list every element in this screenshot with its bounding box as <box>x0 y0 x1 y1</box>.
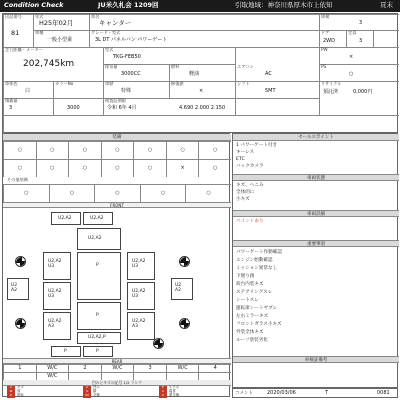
shaken-value: 3 <box>359 20 363 26</box>
tire-cell-5 <box>166 364 199 372</box>
important-line: 左右ミラーキズ <box>236 314 269 319</box>
tire-cell-1 <box>36 364 69 372</box>
legend-text: 波 <box>17 389 21 393</box>
tire-cell-value: W/C <box>112 365 123 371</box>
header-bar <box>0 0 400 12</box>
model-label: 車名 <box>91 14 100 19</box>
ps-label: PS <box>321 64 327 69</box>
vehicle-info-block <box>2 13 398 133</box>
legend-code-badge: P <box>7 394 15 398</box>
part-rear-right: U2,A2 A3 <box>127 312 155 340</box>
model-name: キャンター <box>99 19 132 27</box>
ac-value: AC <box>265 71 272 77</box>
equipment-cell-value: ○ <box>115 147 120 153</box>
important-header: 重要事項 <box>307 242 325 247</box>
legend-code-badge: X <box>159 394 167 398</box>
part-rear-bumper-left: P <box>51 346 81 357</box>
important-list <box>236 250 396 354</box>
important-line: ステアリングスレ <box>236 290 273 295</box>
part-rear-bumper-right: P <box>83 346 113 357</box>
sales-point-line: ETC <box>236 157 245 162</box>
part-right-rear-door: U2,A2 U3 <box>127 282 155 310</box>
door-value: 2WD <box>323 38 335 44</box>
part-left-front-door: U2,A2 U3 <box>43 252 71 280</box>
important-line: ルーフ塗装劣化 <box>236 338 268 343</box>
wheel-rear-right-icon <box>179 318 190 329</box>
tire-cell-0 <box>3 364 36 372</box>
important-line: 荷台内装キズ <box>236 282 264 287</box>
condition-header: 車両状態 <box>307 176 325 181</box>
equipment-cell-5 <box>166 141 199 159</box>
listing-title: JU米久札会 1209回 <box>98 1 159 9</box>
sales-point-header: セールスポイント <box>298 135 334 140</box>
lot-number: 81 <box>11 29 20 37</box>
tire-row-2 <box>3 372 231 380</box>
legend-code-badge: A <box>7 386 15 390</box>
lot-label: 出品番号 <box>5 14 22 19</box>
part-roof: P <box>77 252 121 300</box>
other-equipment-cell-value: ○ <box>206 190 211 196</box>
cc-value: 3000CC <box>121 71 141 77</box>
size-value: 4.690 2.000 2.150 <box>179 105 226 111</box>
equipment-cell-b-1 <box>36 159 69 177</box>
repair-value: × <box>199 88 204 94</box>
sales-point-line: 1 パワーゲート付き <box>236 143 278 148</box>
app-title: Condition Check <box>4 1 64 9</box>
important-line: フロントガラス小キズ <box>236 322 282 327</box>
ac-label: エアコン <box>237 64 254 69</box>
other-equipment-cell-3 <box>140 184 186 202</box>
grade-label: グレード・型式 <box>91 30 121 35</box>
part-rear-body: P <box>77 302 121 330</box>
grade-value: 3L DT パネルバン パワーゲート <box>95 37 168 43</box>
tm-label: シフト <box>237 81 250 86</box>
tm-value: 5MT <box>265 88 276 94</box>
wheel-front-right-icon <box>179 256 190 267</box>
tire-cell-b-0 <box>3 372 36 380</box>
part-left-mid: U2 A2 <box>7 278 29 300</box>
part-rear-left: U2,A2 A3 <box>43 312 71 340</box>
legend-code-badge: XX <box>84 393 90 397</box>
repair-label: 修復歴 <box>171 81 184 86</box>
important-line: パワーゲート作動確認 <box>236 250 282 255</box>
part-left-rear-door: U2,A2 U3 <box>43 282 71 310</box>
equipment-cell-b-value: ○ <box>82 165 88 171</box>
tire-row-1 <box>3 364 231 372</box>
sales-point-line: キーレス <box>236 150 255 155</box>
important-line: エンジン始動確認 <box>236 258 273 263</box>
equipment-cell-b-3 <box>101 159 134 177</box>
equipment-cell-4 <box>133 141 166 159</box>
history-label: 車歴 <box>105 81 114 86</box>
equipment-row-2 <box>3 159 231 177</box>
detail-line: ペイントあり <box>236 219 264 224</box>
equipment-row-1 <box>3 141 231 159</box>
class-label: 車種 <box>35 30 44 35</box>
rear-label: REAR <box>111 358 123 364</box>
shaken-label: 車検 <box>321 14 330 19</box>
tire-cell-3 <box>101 364 134 372</box>
equipment-cell-value: ○ <box>50 147 55 153</box>
detail-header: 車両詳細 <box>307 212 325 217</box>
color-value: 白 <box>25 88 31 94</box>
equipment-cell-3 <box>101 141 134 159</box>
other-equipment-label: その他装備 <box>7 177 28 182</box>
other-equipment-cell-value: ○ <box>69 190 75 196</box>
notes-panel <box>232 133 398 388</box>
footer-mark: T <box>325 390 329 396</box>
legend-text: 凹み <box>93 385 100 389</box>
body-condition-panel <box>2 133 230 397</box>
equipment-cell-b-value: ○ <box>50 165 55 171</box>
tire-cell-b-5 <box>166 372 199 380</box>
footer-label: コメント <box>235 391 253 396</box>
equipment-cell-b-value: ○ <box>147 165 153 171</box>
inspection-note-header: 車検証備考 <box>304 358 328 363</box>
year-value: H25年02月 <box>39 19 74 27</box>
part-back-door: U2,A2,P <box>77 332 121 344</box>
part-right-mid: U2 A2 <box>171 278 193 300</box>
pw-value: × <box>349 54 354 60</box>
other-equipment-cell-4 <box>185 184 231 202</box>
important-line: シートスレ <box>236 298 259 303</box>
seat-value: 3 <box>359 38 363 44</box>
mileage-label: 走行距離・メーター <box>5 47 43 52</box>
equipment-cell-b-2 <box>68 159 101 177</box>
important-line: 外装全体キズ <box>236 330 264 335</box>
cap-value: 3000 <box>67 105 80 111</box>
other-equipment-row <box>3 184 231 202</box>
other-equipment-cell-1 <box>49 184 95 202</box>
inspection-value: 令和 6年 4月 <box>107 105 137 111</box>
equipment-cell-b-6 <box>198 159 231 177</box>
equipment-cell-b-5 <box>166 159 199 177</box>
recycle-fee: 0,000円 <box>353 89 373 95</box>
condition-line: 全体的に <box>236 190 255 195</box>
legend-text: エクボ <box>169 385 180 389</box>
mileage-value: 202,745km <box>23 59 75 69</box>
recycle-status: 預託済 <box>323 89 339 95</box>
sales-point-line: バックカメラ <box>236 164 264 169</box>
footer-bar <box>232 388 398 398</box>
door-label: ドア <box>321 30 330 35</box>
class-value: 一般小型乗 <box>47 37 73 43</box>
detail-list <box>236 219 396 239</box>
model-code-value: TKG-FEB50 <box>113 54 141 60</box>
important-line: 運転席シートヤブレ <box>236 306 278 311</box>
other-equipment-cell-value: ○ <box>24 190 29 196</box>
tire-cell-b-value: W/C <box>47 373 58 379</box>
pw-label: PW <box>321 47 328 52</box>
wheel-front-left-icon <box>15 256 26 267</box>
legend-code-badge: E <box>159 386 167 390</box>
equipment-cell-value: ○ <box>147 147 153 153</box>
cc-label: 排気量 <box>105 64 118 69</box>
color-label: 車体色 <box>5 81 18 86</box>
legend-code-badge: S <box>83 390 91 394</box>
equipment-cell-b-4 <box>133 159 166 177</box>
legend-code-badge: U <box>83 386 91 390</box>
important-line: ミッション異常なし <box>236 266 278 271</box>
other-equipment-cell-value: ○ <box>160 190 166 196</box>
recycle-label: リサイクル <box>321 81 342 86</box>
page-link[interactable]: 頁末 <box>380 1 393 9</box>
vehicle-diagram <box>3 208 231 358</box>
equipment-cell-value: ○ <box>180 147 185 153</box>
part-hood: U2,A2 <box>77 228 121 250</box>
pickup-region: 引取地域：神奈川県厚木市上依知 <box>235 1 333 9</box>
year-label: 年式 <box>35 14 44 19</box>
condition-line: 小キズ <box>236 197 250 202</box>
tire-cell-6 <box>198 364 231 372</box>
fuel-value: 軽油 <box>189 71 200 77</box>
tire-cell-b-1 <box>36 372 69 380</box>
condition-line: キズ、へこみ <box>236 183 264 188</box>
legend-text: 腐食 <box>169 389 176 393</box>
tire-cell-value: 1 <box>18 365 22 371</box>
legend-code-badge: W <box>7 390 15 394</box>
equipment-cell-b-value: ○ <box>213 165 218 171</box>
wheel-rear-left-icon <box>15 318 26 329</box>
tire-cell-b-3 <box>101 372 134 380</box>
part-front-right: U2,A2 <box>83 212 113 225</box>
tire-cell-value: 2 <box>83 365 87 371</box>
equipment-cell-value: ○ <box>213 147 218 153</box>
equipment-cell-b-value: ○ <box>17 165 22 171</box>
other-equipment-cell-0 <box>3 184 49 202</box>
important-line: 下廻り錆 <box>236 274 255 279</box>
legend-code-badge: C <box>159 390 167 394</box>
ps-value: ○ <box>349 71 354 77</box>
damage-legend <box>3 386 231 398</box>
equipment-cell-value: ○ <box>17 147 22 153</box>
part-right-front-door: U2,A2 U3 <box>127 252 155 280</box>
cap-label: 積載量 <box>5 98 18 103</box>
tire-cell-2 <box>68 364 101 372</box>
f3-value: 3 <box>9 105 13 111</box>
tire-cell-value: W/C <box>177 365 188 371</box>
sales-point-list <box>236 143 396 173</box>
footer-id: 0081 <box>377 390 390 396</box>
tire-cell-b-6 <box>198 372 231 380</box>
fuel-label: 燃料 <box>171 64 180 69</box>
equipment-cell-0 <box>3 141 36 159</box>
equipment-cell-6 <box>198 141 231 159</box>
tire-cell-value: 4 <box>213 365 217 371</box>
tire-cell-4 <box>133 364 166 372</box>
equipment-cell-1 <box>36 141 69 159</box>
equipment-cell-2 <box>68 141 101 159</box>
equipment-header: 装備 <box>112 135 122 140</box>
tire-cell-b-4 <box>133 372 166 380</box>
spare-wheel-icon <box>153 338 164 349</box>
other-equipment-cell-2 <box>94 184 140 202</box>
part-front-left: U2,A2 <box>51 212 81 225</box>
color-code-label: カラーNo <box>55 81 74 86</box>
seat-label: 定員 <box>348 30 357 35</box>
legend-text: 要交換 <box>169 393 180 397</box>
condition-list <box>236 183 396 209</box>
front-label: FRONT <box>110 202 124 208</box>
legend-text: キズ <box>17 385 24 389</box>
tire-cell-b-2 <box>68 372 101 380</box>
equipment-cell-b-value: ○ <box>115 165 120 171</box>
equipment-cell-b-value: × <box>180 165 185 171</box>
legend-text: 錆 <box>93 389 97 393</box>
equipment-cell-b-0 <box>3 159 36 177</box>
equipment-cell-value: ○ <box>82 147 88 153</box>
legend-header: 凹みとキズの記号 1/2 ランク <box>91 379 143 385</box>
inspection-label: 検査証期限 <box>105 98 126 103</box>
model-code-label: 型式 <box>105 47 114 52</box>
tire-cell-value: W/C <box>47 365 58 371</box>
legend-text: 交換 <box>93 393 100 397</box>
history-value: 特殊 <box>121 88 132 94</box>
other-equipment-cell-value: ○ <box>115 190 120 196</box>
legend-text: 塗装 <box>17 393 24 397</box>
footer-date: 2020/03/06 <box>267 390 296 396</box>
tire-cell-value: 3 <box>148 365 152 371</box>
